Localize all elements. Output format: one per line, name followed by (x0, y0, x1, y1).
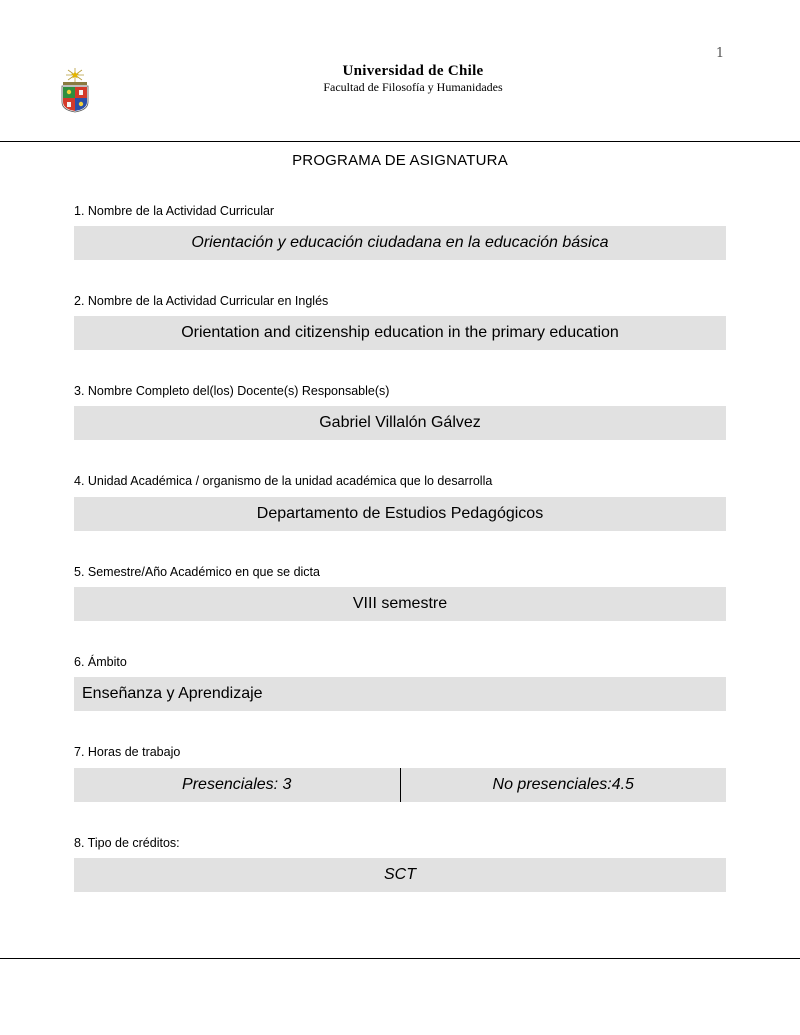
field-label-semester: 5. Semestre/Año Académico en que se dicta (74, 565, 320, 579)
field-label-academic-unit: 4. Unidad Académica / organismo de la unidad académica que lo desarrolla (74, 474, 493, 488)
field-label-work-hours: 7. Horas de trabajo (74, 745, 181, 759)
field-label-credit-type: 8. Tipo de créditos: (74, 836, 180, 850)
field-value-course-name: Orientación y educación ciudadana en la educación básica (74, 226, 726, 260)
field-value-course-name-english: Orientation and citizenship education in the primary education (74, 316, 726, 350)
field-value-academic-unit: Departamento de Estudios Pedagógicos (74, 497, 726, 531)
field-value-scope: Enseñanza y Aprendizaje (74, 677, 726, 711)
hours-remote: No presenciales:4.5 (492, 776, 634, 793)
footer-divider (0, 958, 800, 959)
hours-in-person: Presenciales: 3 (182, 776, 292, 793)
header-divider (0, 141, 800, 142)
field-value-semester: VIII semestre (74, 587, 726, 621)
field-label-course-name-english: 2. Nombre de la Actividad Curricular en Inglés (74, 294, 329, 308)
university-name: Universidad de Chile (342, 63, 484, 79)
field-value-work-hours (74, 768, 726, 802)
faculty-name: Facultad de Filosofía y Humanidades (323, 80, 503, 94)
field-label-instructor: 3. Nombre Completo del(los) Docente(s) Responsable(s) (74, 384, 390, 398)
field-label-scope: 6. Ámbito (74, 655, 127, 669)
field-label-course-name: 1. Nombre de la Actividad Curricular (74, 204, 275, 218)
field-value-instructor: Gabriel Villalón Gálvez (74, 406, 726, 440)
page-number: 1 (715, 46, 725, 61)
document-title: PROGRAMA DE ASIGNATURA (292, 152, 508, 169)
field-value-credit-type: SCT (74, 858, 726, 892)
